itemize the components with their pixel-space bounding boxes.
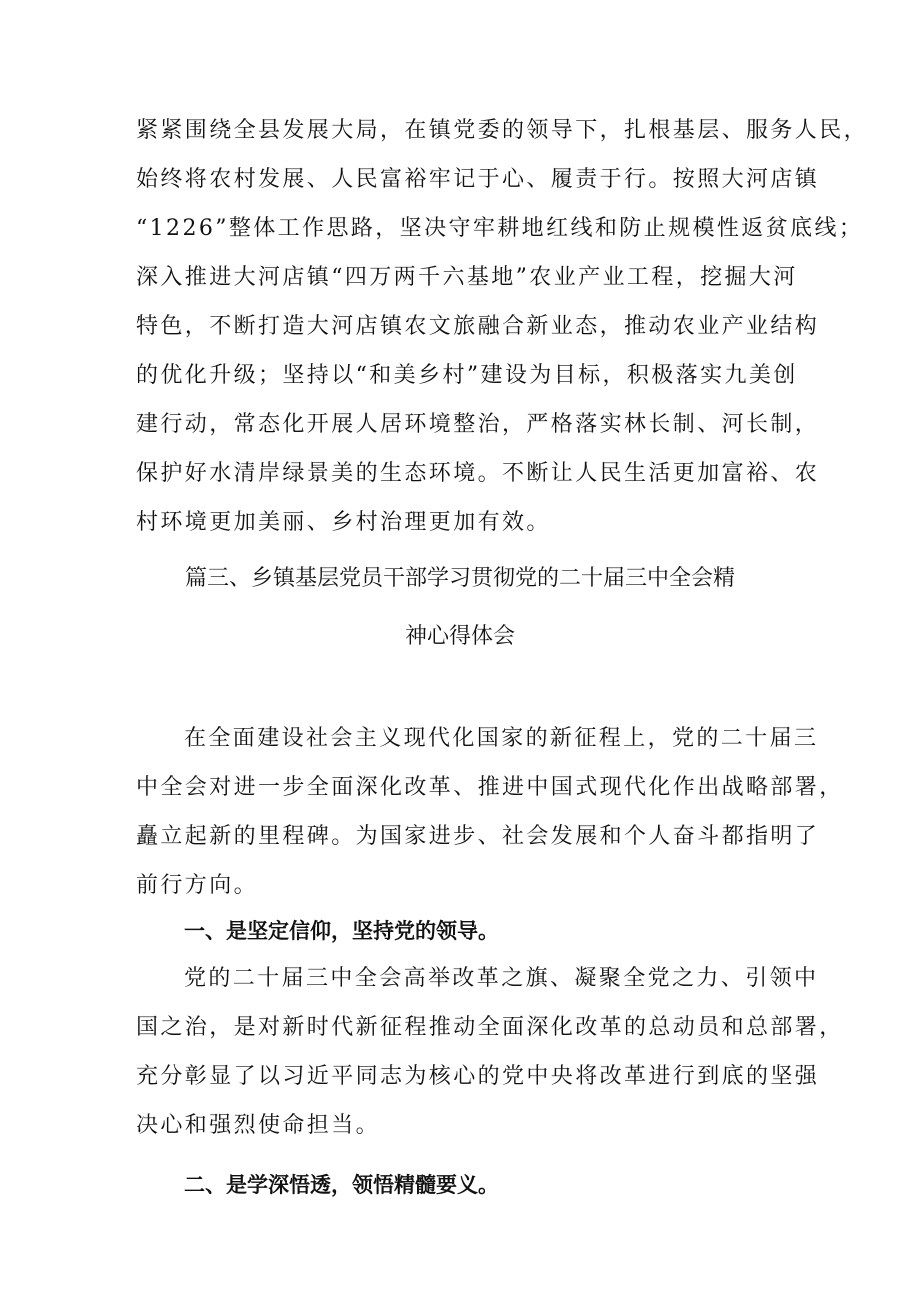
paragraph-line: 中全会对进一步全面深化改革、推进中国式现代化作出战略部署， — [136, 775, 844, 800]
paragraph-line: 国之治，是对新时代新征程推动全面深化改革的总动员和总部署， — [136, 1015, 844, 1040]
paragraph-line: 的优化升级；坚持以“和美乡村”建设为目标，积极落实九美创 — [136, 363, 798, 388]
paragraph-line: 前行方向。 — [136, 873, 259, 898]
paragraph-line: 深入推进大河店镇“四万两千六基地”农业产业工程，挖掘大河 — [136, 265, 798, 290]
paragraph-line: 村环境更加美丽、乡村治理更加有效。 — [136, 510, 551, 535]
heading-2: 二、是学深悟透，领悟精髓要义。 — [184, 1173, 499, 1197]
paragraph-line: 保护好水清岸绿景美的生态环境。不断让人民生活更加富裕、农 — [136, 461, 820, 486]
section-title-line-1: 篇三、乡镇基层党员干部学习贯彻党的二十届三中全会精 — [184, 566, 735, 591]
paragraph-line: 充分彰显了以习近平同志为核心的党中央将改革进行到底的坚强 — [136, 1064, 820, 1089]
paragraph-line: 决心和强烈使命担当。 — [136, 1113, 381, 1138]
paragraph-line: 紧紧围绕全县发展大局，在镇党委的领导下，扎根基层、服务人民， — [136, 118, 869, 143]
paragraph-line: 建行动，常态化开展人居环境整治，严格落实林长制、河长制， — [136, 412, 820, 437]
paragraph-line: 在全面建设社会主义现代化国家的新征程上，党的二十届三 — [184, 726, 819, 751]
heading-1: 一、是坚定信仰，坚持党的领导。 — [184, 919, 499, 943]
paragraph-line: 党的二十届三中全会高举改革之旗、凝聚全党之力、引领中 — [184, 966, 819, 991]
paragraph-line: 始终将农村发展、人民富裕牢记于心、履责于行。按照大河店镇 — [136, 167, 820, 192]
paragraph-line: 矗立起新的里程碑。为国家进步、社会发展和个人奋斗都指明了 — [136, 824, 820, 849]
paragraph-line: 特色，不断打造大河店镇农文旅融合新业态，推动农业产业结构 — [136, 314, 820, 339]
section-title-line-2: 神心得体会 — [404, 624, 515, 649]
paragraph-line: “1226”整体工作思路，坚决守牢耕地红线和防止规模性返贫底线； — [136, 216, 864, 241]
